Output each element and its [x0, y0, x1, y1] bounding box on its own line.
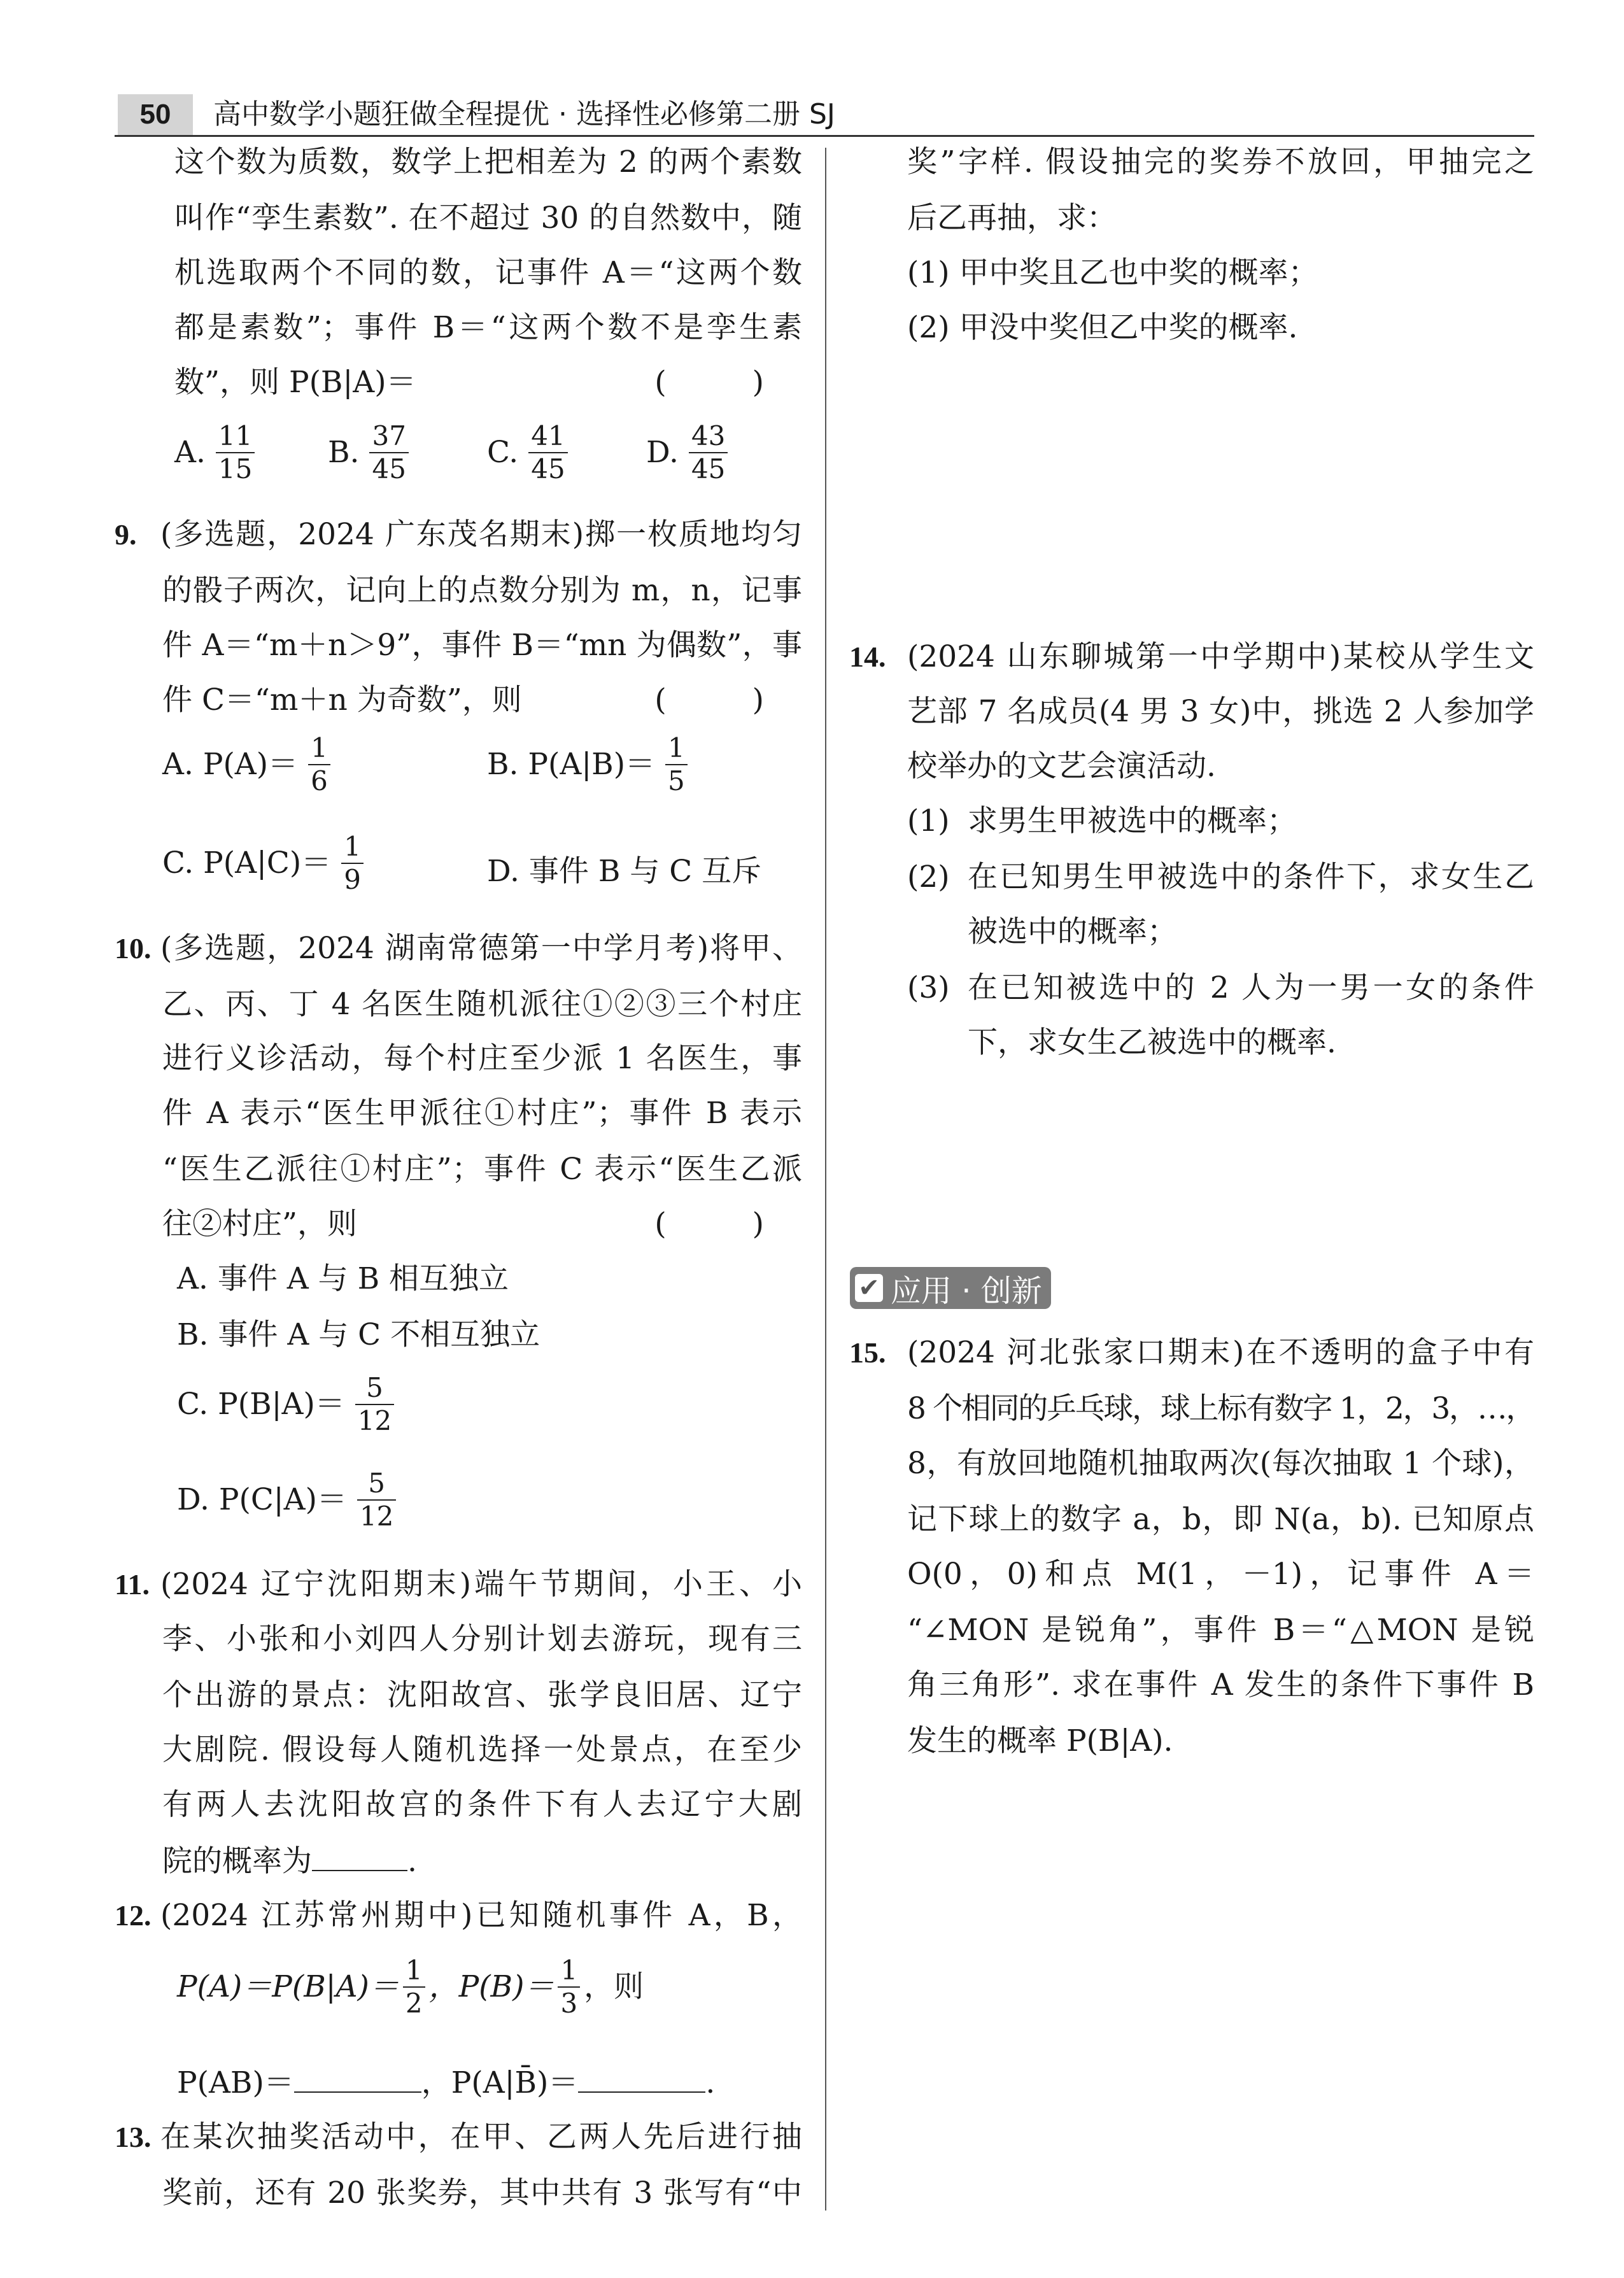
q9-option-a[interactable] [162, 732, 334, 797]
numerator: 11 [216, 420, 255, 453]
numerator: 37 [369, 420, 408, 453]
option-label: A. P(A)＝ [162, 747, 299, 782]
q11-stem-end: 院的概率为 [162, 1844, 312, 1879]
fraction [403, 1955, 425, 2020]
q10-option-c[interactable] [177, 1372, 398, 1437]
fraction [216, 420, 255, 485]
q8-line: 这个数为质数，数学上把相差为 2 的两个素数 [174, 145, 802, 180]
fraction [308, 732, 330, 797]
option-label: C. [487, 435, 519, 470]
q8-line: 都是素数”；事件 B＝“这两个数不是孪生素 [174, 310, 802, 345]
answer-parens: ( ) [654, 365, 802, 400]
numerator: 1 [403, 1955, 425, 1988]
q8-option-b[interactable] [328, 420, 413, 485]
header-rule [115, 135, 1534, 137]
q12-given [177, 1955, 644, 2020]
q13-sub-2 [907, 309, 1534, 347]
q11-line [162, 1842, 802, 1881]
numerator: 41 [528, 420, 567, 453]
option-label: A. 事件 A 与 B 相互独立 [177, 1261, 509, 1296]
section-badge [850, 1267, 1051, 1309]
question-number: 9. [115, 518, 137, 551]
q10-line: 件 A 表示“医生甲派往①村庄”；事件 B 表示 [162, 1096, 802, 1131]
q14-line: 校举办的文艺会演活动. [907, 749, 1216, 784]
q12-expr: ，P(A|B̄)＝ [421, 2065, 579, 2100]
q10-line [162, 1205, 802, 1243]
q15-line: 8，有放回地随机抽取两次(每次抽取 1 个球)， [907, 1446, 1534, 1481]
option-label: D. [646, 435, 679, 470]
q11-line: 李、小张和小刘四人分别计划去游玩，现有三 [162, 1622, 802, 1657]
page-number: 50 [118, 94, 193, 135]
q10-line: 乙、丙、丁 4 名医生随机派往①②③三个村庄 [162, 987, 802, 1022]
q13-line: 奖”字样. 假设抽完的奖券不放回，甲抽完之 [907, 145, 1534, 180]
sub-text: 甲中奖且乙也中奖的概率； [959, 255, 1318, 290]
q15-line: 角三角形”. 求在事件 A 发生的条件下事件 B [907, 1667, 1534, 1702]
numerator: 5 [357, 1468, 396, 1501]
q14-line: 艺部 7 名成员(4 男 3 女)中，挑选 2 人参加学 [907, 694, 1534, 729]
numerator: 1 [665, 732, 688, 765]
sub-text: 在已知男生甲被选中的条件下，求女生乙 [968, 860, 1534, 895]
option-label: B. 事件 A 与 C 不相互独立 [177, 1317, 540, 1352]
numerator: 1 [308, 732, 330, 765]
section-label: 应用 · 创新 [891, 1273, 1042, 1309]
q10-option-b[interactable] [177, 1316, 546, 1354]
q11-line: 大剧院. 假设每人随机选择一处景点，在至少 [162, 1732, 802, 1767]
q10-line: “医生乙派往①村庄”；事件 C 表示“医生乙派 [162, 1152, 802, 1187]
q8-option-a[interactable] [174, 420, 258, 485]
numerator: 1 [558, 1955, 580, 1988]
fraction [665, 732, 688, 797]
column-divider [825, 148, 826, 2211]
period: . [705, 2065, 716, 2100]
sub-label: (1) [907, 803, 950, 838]
q15-line: (2024 河北张家口期末)在不透明的盒子中有 [907, 1335, 1534, 1370]
q10-line: 进行义诊活动，每个村庄至少派 1 名医生，事 [162, 1041, 802, 1076]
sub-text: 被选中的概率； [968, 914, 1177, 949]
option-label: B. [328, 435, 360, 470]
option-label: A. [174, 435, 206, 470]
q9-line: 的骰子两次，记向上的点数分别为 m，n，记事 [162, 573, 802, 608]
sub-text: 求男生甲被选中的概率； [968, 803, 1297, 838]
sub-text: 在已知被选中的 2 人为一男一女的条件 [968, 970, 1534, 1005]
q15-line: “∠MON 是锐角”，事件 B＝“△MON 是锐 [907, 1613, 1534, 1648]
q12-then: ，则 [584, 1969, 644, 2004]
period: . [407, 1844, 417, 1879]
q12-expr: P(A)＝P(B|A)＝ [177, 1969, 399, 2004]
q9-line: 件 A＝“m＋n＞9”，事件 B＝“mn 为偶数”，事 [162, 628, 802, 663]
denominator: 12 [359, 1501, 394, 1532]
q15-line: 8 个相同的乒乓球，球上标有数字 1，2，3，…， [907, 1391, 1534, 1426]
fraction [369, 420, 408, 485]
denominator: 2 [405, 1988, 423, 2019]
q10-stem-end: 往②村庄”，则 [162, 1206, 358, 1242]
option-label: D. 事件 B 与 C 互斥 [487, 854, 762, 889]
q12-expr: ，P(B)＝ [428, 1969, 554, 2004]
denominator: 9 [344, 864, 361, 895]
q13-line: 奖前，还有 20 张奖券，其中共有 3 张写有“中 [162, 2175, 802, 2211]
q12-line: (2024 江苏常州期中)已知随机事件 A，B， [160, 1898, 802, 1933]
q11-line: 个出游的景点：沈阳故宫、张学良旧居、辽宁 [162, 1678, 802, 1713]
q12-expr: P(AB)＝ [177, 2065, 294, 2100]
q10-line: (多选题，2024 湖南常德第一中学月考)将甲、 [160, 931, 802, 966]
sub-label: (1) [907, 255, 950, 290]
fraction [528, 420, 567, 485]
numerator: 5 [355, 1372, 394, 1405]
fraction [355, 1372, 394, 1437]
q15-line: O(0，0)和点 M(1，－1)，记事件 A＝ [907, 1557, 1534, 1592]
question-number: 13. [115, 2121, 152, 2153]
fraction [357, 1468, 396, 1532]
question-number: 12. [115, 1899, 152, 1932]
q13-sub-1 [907, 254, 1534, 292]
q9-line [162, 681, 802, 719]
q8-stem-end: 数”，则 P(B|A)＝ [174, 365, 416, 400]
numerator: 43 [689, 420, 728, 453]
question-number: 11. [115, 1568, 150, 1601]
q9-option-c[interactable] [162, 831, 367, 896]
q15-line: 记下球上的数字 a，b，即 N(a，b). 已知原点 [907, 1502, 1534, 1537]
q9-line: (多选题，2024 广东茂名期末)掷一枚质地均匀 [160, 517, 802, 552]
denominator: 45 [691, 453, 726, 485]
answer-parens: ( ) [654, 683, 802, 718]
fraction [341, 831, 364, 896]
denominator: 12 [357, 1405, 392, 1436]
q9-option-b[interactable] [487, 732, 691, 797]
answer-blank[interactable] [312, 1842, 407, 1871]
option-label: B. P(A|B)＝ [487, 747, 656, 782]
sub-label: (2) [907, 310, 950, 345]
question-number: 14. [849, 640, 886, 673]
book-title: 高中数学小题狂做全程提优 · 选择性必修第二册 SJ [213, 98, 835, 131]
q8-line [174, 364, 802, 402]
q10-option-a[interactable] [177, 1260, 515, 1298]
sub-label: (2) [907, 860, 950, 895]
q13-line: 在某次抽奖活动中，在甲、乙两人先后进行抽 [160, 2119, 802, 2154]
answer-parens: ( ) [654, 1206, 802, 1242]
q14-line: (2024 山东聊城第一中学期中)某校从学生文 [907, 639, 1534, 674]
q8-option-d[interactable] [646, 420, 731, 485]
answer-blank[interactable] [578, 2063, 705, 2093]
q12-answers [177, 2063, 715, 2102]
denominator: 6 [311, 765, 328, 796]
sub-text: 甲没中奖但乙中奖的概率. [959, 310, 1298, 345]
q9-option-d[interactable] [487, 852, 768, 891]
fraction [558, 1955, 580, 2020]
q11-line: 有两人去沈阳故宫的条件下有人去辽宁大剧 [162, 1787, 802, 1822]
denominator: 15 [218, 453, 253, 485]
checkmark-icon: ✔ [855, 1274, 883, 1302]
option-label: D. P(C|A)＝ [177, 1482, 347, 1517]
q13-line: 后乙再抽，求： [907, 201, 1117, 236]
fraction [689, 420, 728, 485]
sub-label: (3) [907, 970, 950, 1005]
q8-line: 机选取两个不同的数，记事件 A＝“这两个数 [174, 255, 802, 290]
option-label: C. P(A|C)＝ [162, 845, 332, 881]
q8-line: 叫作“孪生素数”. 在不超过 30 的自然数中，随 [174, 201, 802, 236]
q15-line: 发生的概率 P(B|A). [907, 1723, 1173, 1758]
q11-line: (2024 辽宁沈阳期末)端午节期间，小王、小 [160, 1567, 802, 1602]
question-number: 10. [115, 932, 152, 965]
option-label: C. P(B|A)＝ [177, 1387, 345, 1422]
q8-option-c[interactable] [487, 420, 572, 485]
question-number: 15. [849, 1336, 886, 1369]
answer-blank[interactable] [294, 2063, 421, 2093]
denominator: 3 [560, 1988, 578, 2019]
denominator: 5 [668, 765, 685, 796]
q10-option-d[interactable] [177, 1468, 400, 1532]
numerator: 1 [341, 831, 364, 864]
denominator: 45 [531, 453, 565, 485]
denominator: 45 [372, 453, 406, 485]
q9-stem-end: 件 C＝“m＋n 为奇数”，则 [162, 683, 522, 718]
sub-text: 下，求女生乙被选中的概率. [968, 1025, 1336, 1060]
